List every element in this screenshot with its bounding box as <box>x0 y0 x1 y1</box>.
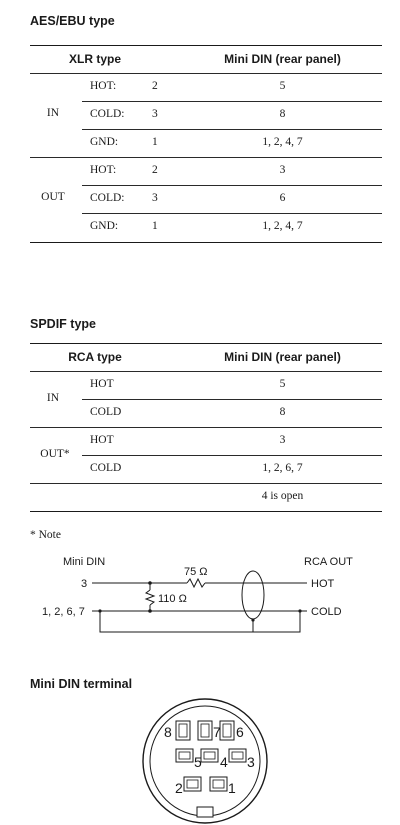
aes-row-xlr-pin: 2 <box>152 164 158 176</box>
rca-out-title: RCA OUT <box>304 556 353 568</box>
pin-top-label: 3 <box>81 578 88 590</box>
spdif-group-in-label: IN <box>46 392 60 404</box>
pin-3-label: 3 <box>247 754 255 770</box>
pin-1-socket <box>210 777 227 791</box>
aes-row-din-pins: 1, 2, 4, 7 <box>262 220 303 232</box>
spdif-row-signal: HOT <box>90 434 114 446</box>
pin-4-label: 4 <box>220 754 228 770</box>
out-hot-label: HOT <box>311 578 335 590</box>
mini-din-connector-diagram <box>140 697 270 825</box>
aes-group-in-label: IN <box>46 107 60 119</box>
spdif-group-out-label: OUT* <box>40 448 70 460</box>
pin-6-label: 6 <box>236 724 244 740</box>
series-resistor-label: 75 Ω <box>184 566 208 578</box>
note-label: * Note <box>30 529 61 541</box>
pin-3-socket <box>229 749 246 762</box>
aes-row-xlr-pin: 1 <box>152 220 158 232</box>
spdif-row-din-pins: 3 <box>279 434 286 446</box>
pin-8-label: 8 <box>164 724 172 740</box>
spdif-row-din-pins: 1, 2, 6, 7 <box>262 462 303 474</box>
series-resistor-symbol <box>187 579 205 587</box>
spdif-row-din-pins: 8 <box>279 406 286 418</box>
coax-shield-ellipse <box>242 571 264 619</box>
aes-row-din-pins: 3 <box>279 164 286 176</box>
aes-row-signal: HOT: <box>90 164 117 176</box>
aes-row-signal: GND: <box>90 136 119 148</box>
aes-group-out-label: OUT <box>41 191 65 203</box>
pin-1-label: 1 <box>228 780 236 796</box>
pin-bottom-label: 1, 2, 6, 7 <box>42 606 85 618</box>
aes-row-din-pins: 1, 2, 4, 7 <box>262 136 303 148</box>
aes-col-din-header: Mini DIN (rear panel) <box>224 52 341 66</box>
rca-out-circuit-diagram <box>0 548 400 648</box>
spdif-col-rca-header: RCA type <box>68 350 122 364</box>
shunt-resistor-label: 110 Ω <box>158 593 187 605</box>
spdif-row-signal: COLD <box>90 406 122 418</box>
aes-row-din-pins: 8 <box>279 108 286 120</box>
pin-4-socket <box>201 749 218 762</box>
aes-row-signal: COLD: <box>90 108 125 120</box>
spdif-row-din-pins: 5 <box>279 378 286 390</box>
mini-din-terminal-heading: Mini DIN terminal <box>30 677 133 691</box>
spdif-heading: SPDIF type <box>30 317 96 331</box>
pin-5-socket <box>176 749 193 762</box>
shield-ground-wire <box>100 611 300 632</box>
spdif-col-din-header: Mini DIN (rear panel) <box>224 350 341 364</box>
pin-7-label: 7 <box>213 724 221 740</box>
aes-row-xlr-pin: 2 <box>152 80 158 92</box>
aes-row-signal: GND: <box>90 220 119 232</box>
aes-row-signal: HOT: <box>90 80 117 92</box>
aes-row-signal: COLD: <box>90 192 125 204</box>
aes-row-xlr-pin: 3 <box>152 192 158 204</box>
connector-key-notch <box>197 807 213 817</box>
shunt-resistor-symbol <box>146 590 154 605</box>
spdif-footer-note: 4 is open <box>261 490 304 502</box>
pin-2-label: 2 <box>175 780 183 796</box>
mini-din-title: Mini DIN <box>63 556 106 568</box>
aes-row-din-pins: 6 <box>279 192 286 204</box>
spdif-row-signal: HOT <box>90 378 114 390</box>
aes-row-din-pins: 5 <box>279 80 286 92</box>
pin-2-socket <box>184 777 201 791</box>
out-cold-label: COLD <box>311 606 342 618</box>
aes-ebu-heading: AES/EBU type <box>30 14 115 28</box>
aes-row-xlr-pin: 1 <box>152 136 158 148</box>
spdif-row-signal: COLD <box>90 462 122 474</box>
aes-col-xlr-header: XLR type <box>68 52 121 66</box>
pin-5-label: 5 <box>194 754 202 770</box>
aes-row-xlr-pin: 3 <box>152 108 158 120</box>
